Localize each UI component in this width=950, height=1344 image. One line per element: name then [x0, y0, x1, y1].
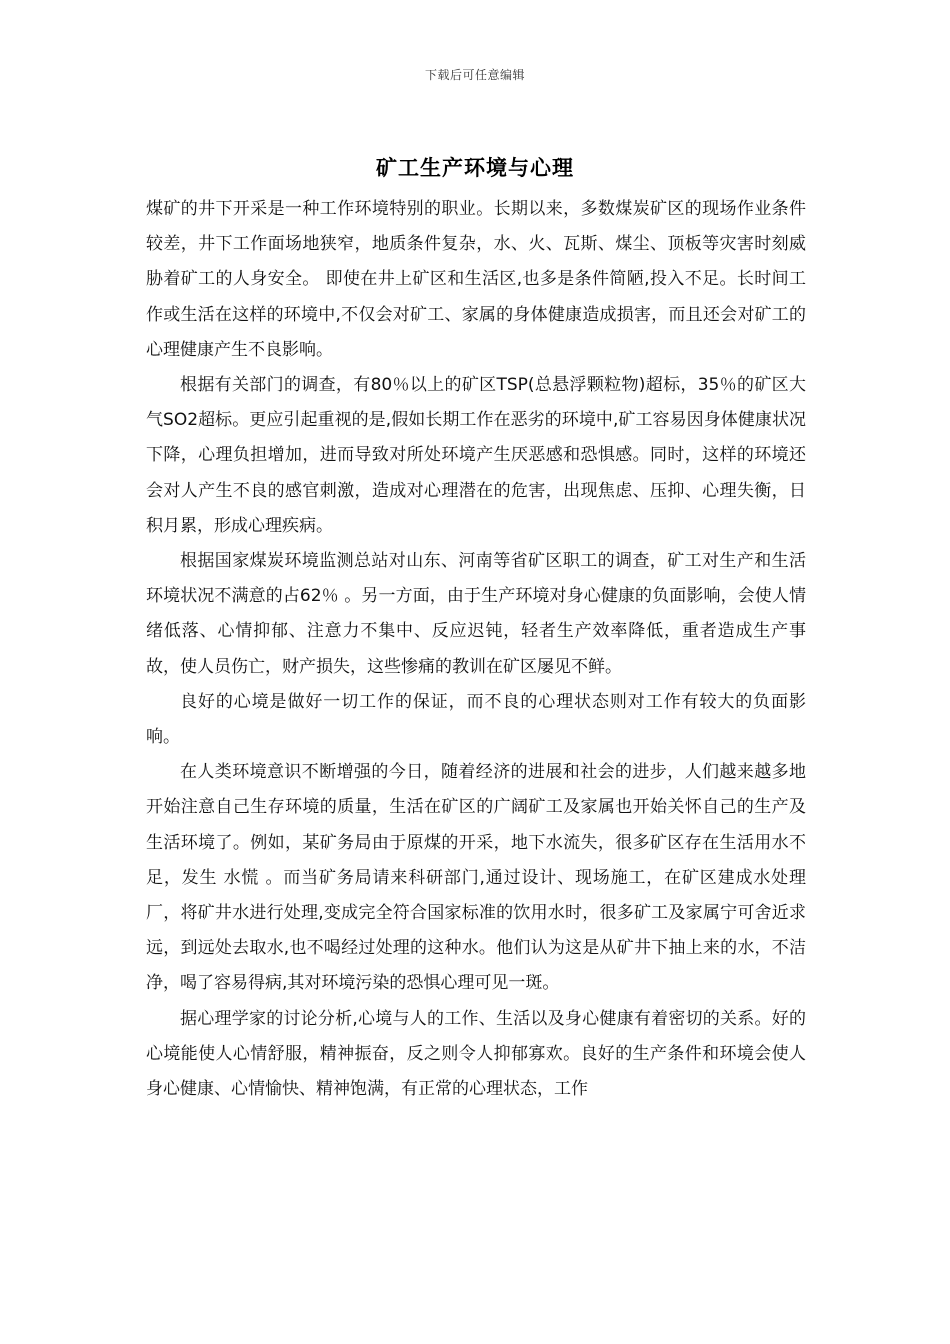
document-body: [146, 192, 806, 1107]
paragraph-2: 根据有关部门的调查，有80％以上的矿区TSP(总悬浮颗粒物)超标，35％的矿区大气SO2超标。更应引起重视的是,假如长期工作在恶劣的环境中,矿工容易因身体健康状况下降，心理负担增加，进而导致对所处环境产生厌恶感和恐惧感。同时，这样的环境还会对人产生不良的感官刺激，造成对心理潜在的危害，出现焦虑、压抑、心理失衡，日积月累，形成心理疾病。: [146, 375, 806, 536]
paragraph-1: 煤矿的井下开采是一种工作环境特别的职业。长期以来，多数煤炭矿区的现场作业条件较差，井下工作面场地狭窄，地质条件复杂，水、火、瓦斯、煤尘、顶板等灾害时刻威胁着矿工的人身安全。 即使在井上矿区和生活区,也多是条件简陋,投入不足。长时间工作或生活在这样的环境中,不仅会对矿工、家属的身体健康造成损害，而且还会对矿工的心理健康产生不良影响。: [146, 199, 806, 360]
header-note: 下载后可任意编辑: [424, 68, 525, 82]
document-title: 矿工生产环境与心理: [376, 156, 574, 180]
paragraph-6: 据心理学家的讨论分析,心境与人的工作、生活以及身心健康有着密切的关系。好的心境能使人心情舒服，精神振奋，反之则令人抑郁寡欢。良好的生产条件和环境会使人身心健康、心情愉快、精神饱满，有正常的心理状态，工作: [146, 1008, 806, 1100]
paragraph-3: 根据国家煤炭环境监测总站对山东、河南等省矿区职工的调查，矿工对生产和生活环境状况不满意的占62％ 。另一方面，由于生产环境对身心健康的负面影响，会使人情绪低落、心情抑郁、注意力不集中、反应迟钝，轻者生产效率降低，重者造成生产事故，使人员伤亡，财产损失，这些惨痛的教训在矿区屡见不鲜。: [146, 551, 806, 677]
paragraph-5: 在人类环境意识不断增强的今日，随着经济的进展和社会的进步，人们越来越多地开始注意自己生存环境的质量，生活在矿区的广阔矿工及家属也开始关怀自己的生产及生活环境了。例如，某矿务局由于原煤的开采，地下水流失，很多矿区存在生活用水不足，发生 水慌 。而当矿务局请来科研部门,通过设计、现场施工，在矿区建成水处理厂，将矿井水进行处理,变成完全符合国家标准的饮用水时，很多矿工及家属宁可舍近求远，到远处去取水,也不喝经过处理的这种水。他们认为这是从矿井下抽上来的水，不洁净，喝了容易得病,其对环境污染的恐惧心理可见一斑。: [146, 762, 806, 994]
paragraph-4: 良好的心境是做好一切工作的保证，而不良的心理状态则对工作有较大的负面影响。: [146, 691, 806, 748]
